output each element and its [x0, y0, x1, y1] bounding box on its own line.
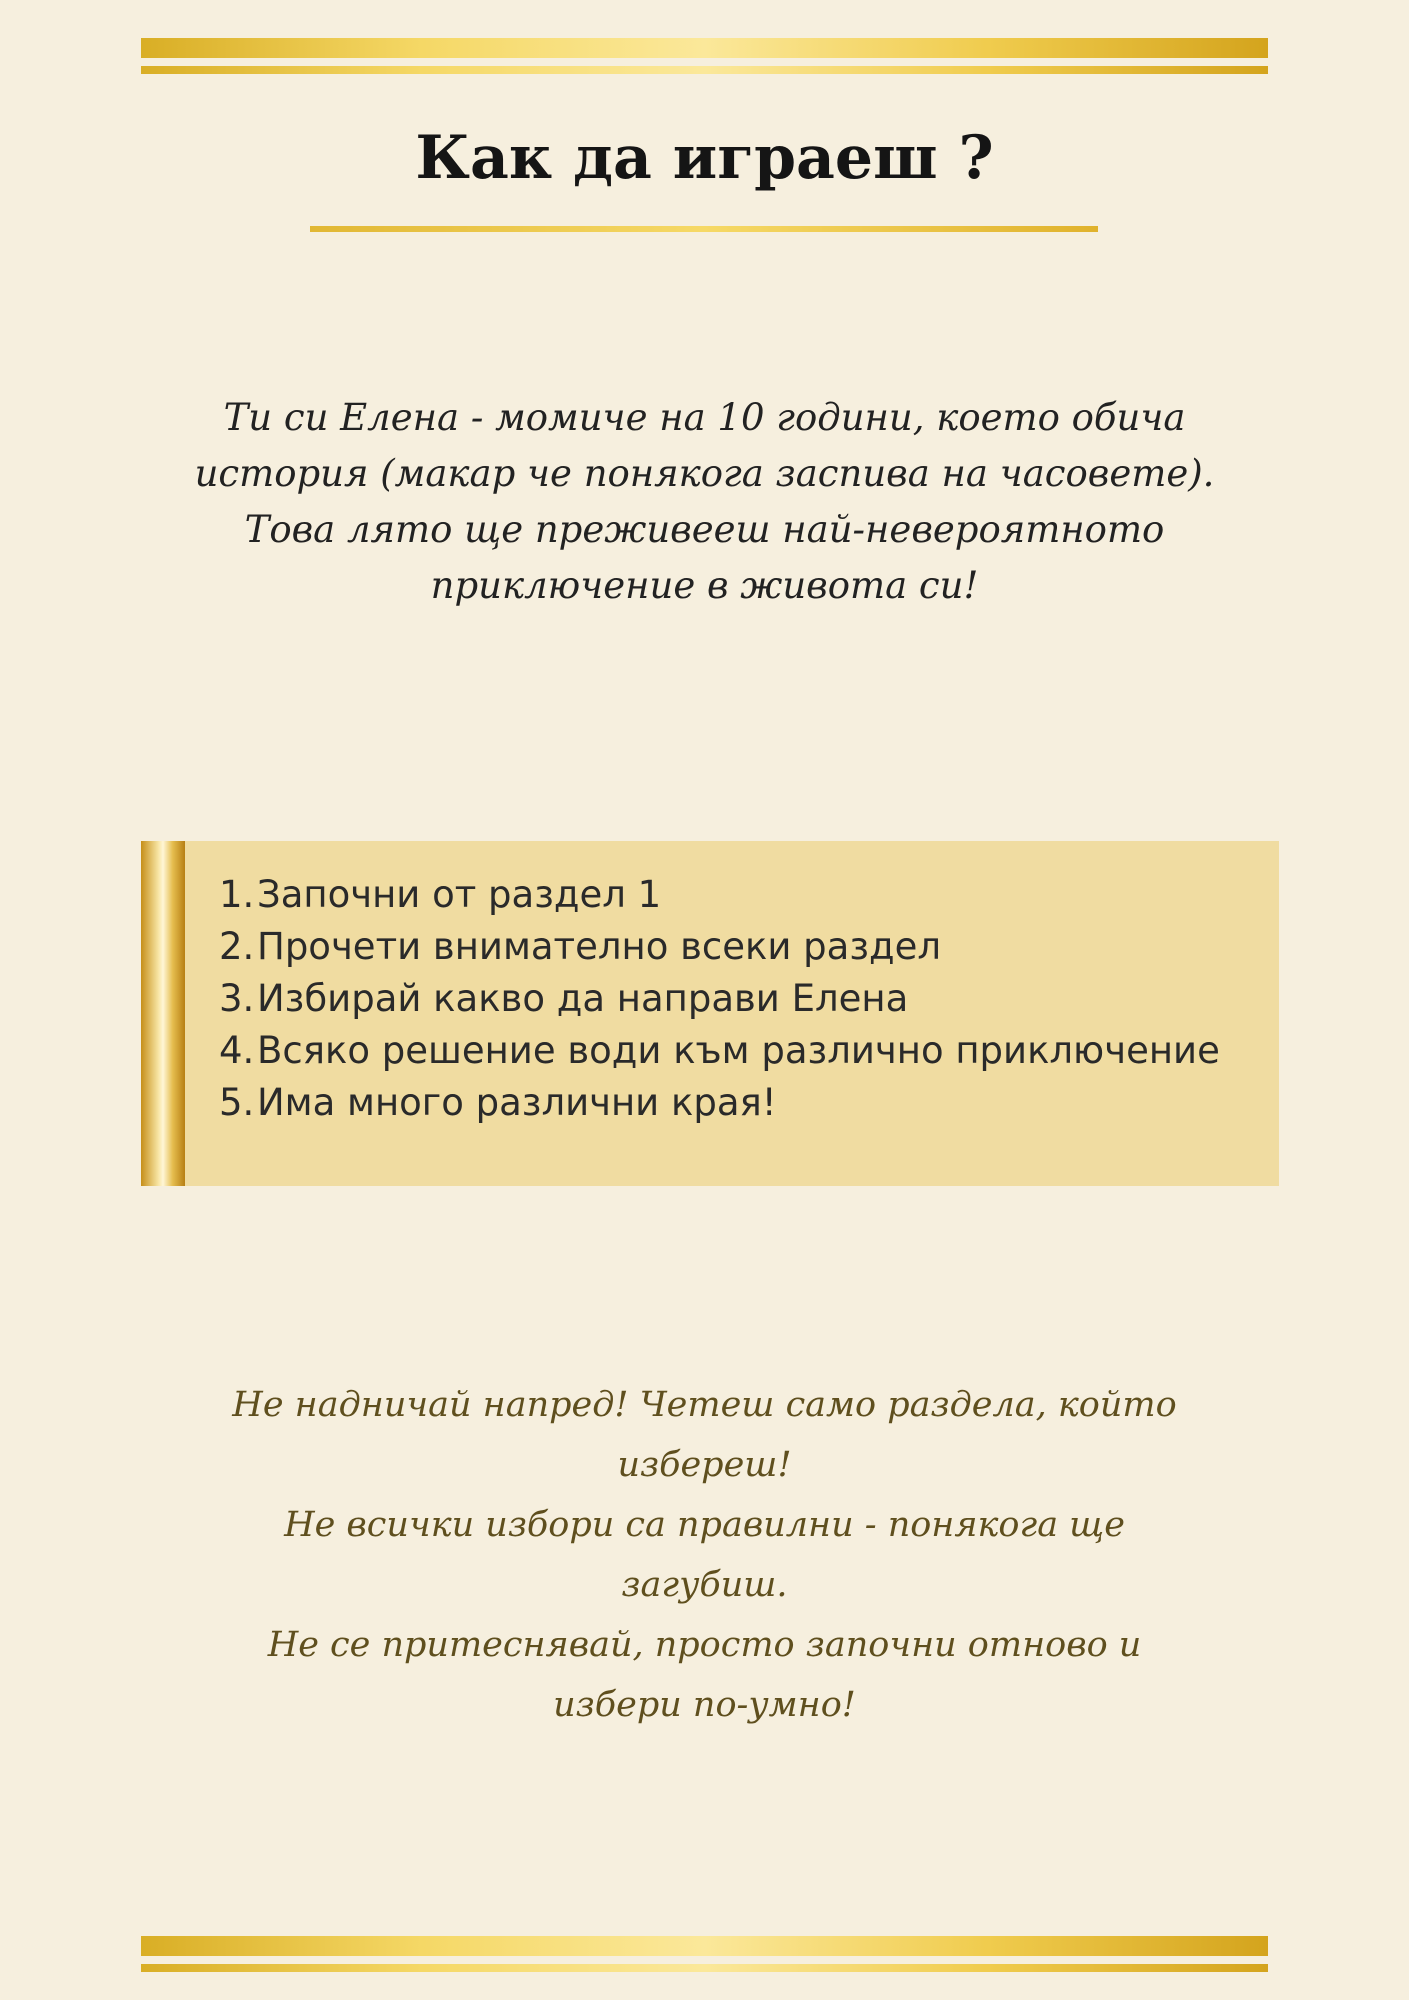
- step-text: Прочети внимателно всеки раздел: [257, 925, 942, 968]
- steps-gold-accent: [141, 841, 185, 1186]
- step-item: [219, 973, 1220, 1025]
- step-number: 3.: [219, 977, 255, 1020]
- step-number: 2.: [219, 925, 255, 968]
- step-number: 5.: [219, 1081, 255, 1124]
- top-gold-bar-thick: [141, 38, 1268, 58]
- step-text: Всяко решение води към различно приключение: [257, 1029, 1220, 1072]
- step-text: Има много различни края!: [257, 1081, 777, 1124]
- step-text: Започни от раздел 1: [257, 873, 662, 916]
- step-item: [219, 1077, 1220, 1129]
- note-line-3: Не се притеснявай, просто започни отново и избери по-умно!: [267, 1625, 1142, 1725]
- step-number: 1.: [219, 873, 255, 916]
- note-line-1: Не надничай напред! Четеш само раздела, който избереш!: [232, 1385, 1177, 1485]
- bottom-gold-bar-thick: [141, 1936, 1268, 1956]
- step-number: 4.: [219, 1029, 255, 1072]
- bottom-gold-bar-thin: [141, 1964, 1268, 1972]
- steps-list: [219, 869, 1220, 1129]
- step-item: [219, 921, 1220, 973]
- steps-box: [141, 841, 1279, 1186]
- title-underline: [310, 226, 1098, 232]
- step-text: Избирай какво да направи Елена: [257, 977, 909, 1020]
- bottom-gold-border: [141, 1936, 1268, 1974]
- intro-paragraph: Ти си Елена - момиче на 10 години, което обича история (макар че понякога заспива на часовете). Това лято ще преживееш най-невероятното приключение в живота си!: [194, 396, 1215, 607]
- step-item: [219, 1025, 1220, 1077]
- top-gold-bar-thin: [141, 66, 1268, 74]
- top-gold-border: [141, 38, 1268, 76]
- page-title: Как да играеш ?: [415, 123, 994, 193]
- rules-note: [200, 1375, 1209, 1735]
- note-line-2: Не всички избори са правилни - понякога ще загубиш.: [284, 1505, 1125, 1605]
- step-item: [219, 869, 1220, 921]
